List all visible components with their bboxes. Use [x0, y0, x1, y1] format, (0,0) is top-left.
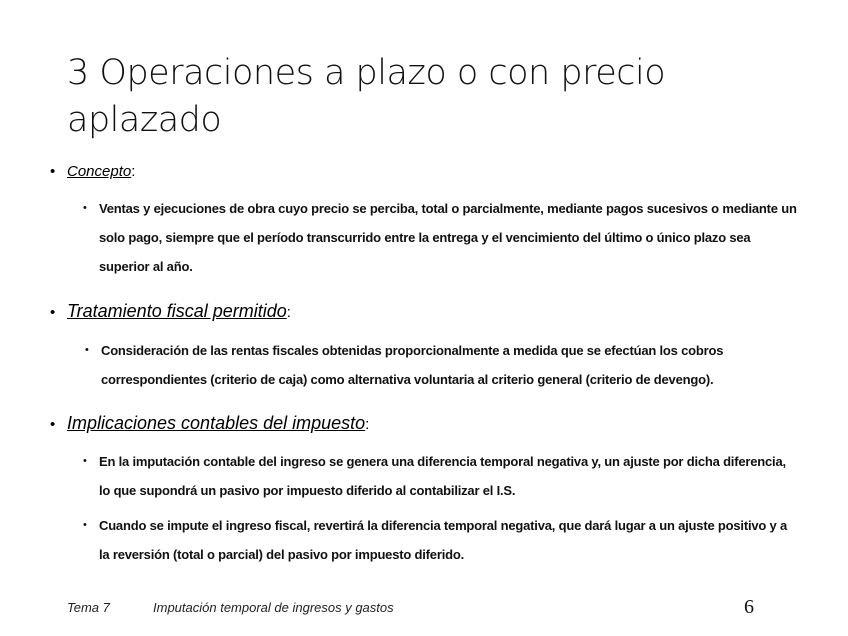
section-implicaciones-contables [50, 413, 369, 435]
section-point [83, 511, 799, 569]
heading-colon: : [286, 304, 291, 321]
slide-title: 3 Operaciones a plazo o con precio aplazado [67, 53, 666, 140]
sub-bullet-icon: • [85, 344, 89, 356]
footer-topic: Tema 7 [67, 600, 110, 615]
point-text: Ventas y ejecuciones de obra cuyo precio se perciba, total o parcialmente, mediante pagos sucesivos o mediante un solo pago, siempre que el período transcurrido entre la entrega y el vencimiento del último o único plazo sea superior al año. [99, 201, 797, 274]
sub-bullet-icon: • [83, 519, 87, 531]
section-point [85, 336, 799, 394]
footer-subject: Imputación temporal de ingresos y gastos [153, 600, 394, 615]
bullet-icon: • [50, 416, 56, 433]
section-concepto [50, 162, 135, 182]
section-tratamiento-fiscal [50, 301, 291, 323]
heading-colon: : [365, 416, 370, 433]
sub-bullet-icon: • [83, 455, 87, 467]
section-point [83, 194, 799, 281]
point-text: Cuando se impute el ingreso fiscal, revertirá la diferencia temporal negativa, que dará lugar a un ajuste positivo y a la reversión (total o parcial) del pasivo por impuesto diferido. [99, 518, 788, 562]
bullet-icon: • [50, 163, 56, 180]
point-text: Consideración de las rentas fiscales obtenidas proporcionalmente a medida que se efectúan los cobros correspondientes (criterio de caja) como alternativa voluntaria al criterio general (criterio de devengo). [101, 343, 724, 387]
section-heading: Concepto [67, 163, 132, 180]
point-text: En la imputación contable del ingreso se genera una diferencia temporal negativa y, un ajuste por dicha diferencia, lo que supondrá un pasivo por impuesto diferido al contabilizar el I.S. [99, 454, 786, 498]
page-number: 6 [744, 596, 754, 618]
section-heading: Tratamiento fiscal permitido [67, 301, 287, 321]
bullet-icon: • [50, 304, 56, 321]
heading-colon: : [131, 163, 136, 180]
section-heading: Implicaciones contables del impuesto [67, 413, 366, 433]
sub-bullet-icon: • [83, 202, 87, 214]
section-point [83, 447, 799, 505]
